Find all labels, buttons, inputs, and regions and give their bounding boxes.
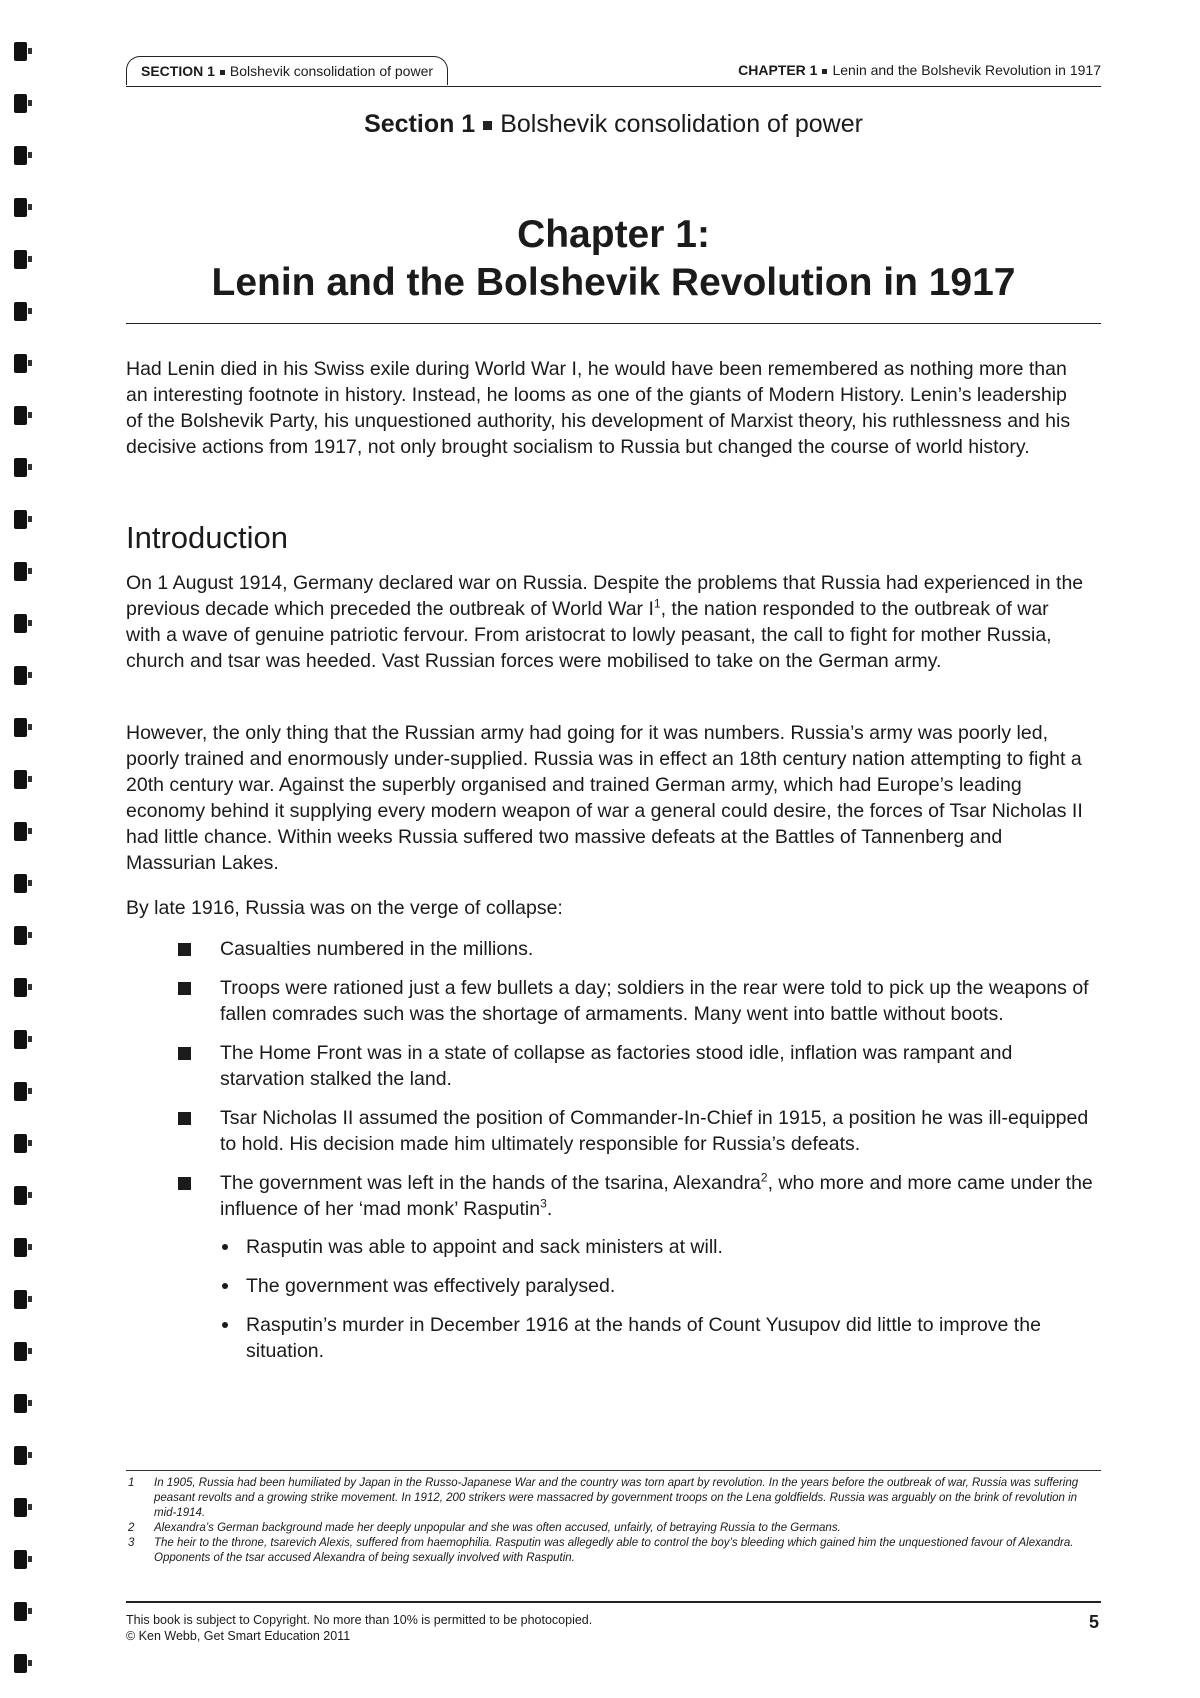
intro-paragraph: Had Lenin died in his Swiss exile during World War I, he would have been remembered as nothing more than an interesting footnote in history. Instead, he looms as one of the giants of Modern History. Lenin’s leadership of the Bolshevik Party, his unquestioned authority, his development of Marxist theory, his ruthlessness and his decisive actions from 1917, not only brought socialism to Russia but changed the course of world history. — [126, 358, 1071, 458]
footnote-text: In 1905, Russia had been humiliated by Japan in the Russo-Japanese War and the country was torn apart by revolution. In the years before the outbreak of war, Russia was suffering peasant revolts and a growing strike movement. In 1912, 200 strikers were massacred by government troops on the Lena goldfields. Russia was arguably on the brink of revolution in mid-1914. — [154, 1477, 1079, 1519]
binding-holes — [14, 30, 36, 1680]
bullet-text: Casualties numbered in the millions. — [220, 938, 534, 960]
footnote — [126, 1476, 1101, 1521]
introduction-paragraph-2: However, the only thing that the Russian army had going for it was numbers. Russia’s army was poorly led, poorly trained and enormously under-supplied. Russia was in effect an 18th century nation attempting to fight a 20th century war. Against the superbly organised and trained German army, which had Europe’s leading economy behind it supplying every modern weapon of war a general could desire, the forces of Tsar Nicholas II had little chance. Within weeks Russia suffered two massive defeats at the Battles of Tannenberg and Massurian Lakes. — [126, 722, 1083, 874]
introduction-paragraph-3: By late 1916, Russia was on the verge of collapse: — [126, 897, 563, 919]
square-bullet-icon — [822, 69, 827, 74]
list-item — [178, 1105, 1098, 1157]
bullet-text-a: The government was left in the hands of the tsarina, Alexandra — [220, 1172, 761, 1194]
introduction-heading: Introduction — [126, 520, 288, 555]
chapter-title — [126, 212, 1101, 308]
bullet-text-c: . — [546, 1198, 553, 1220]
copyright-line-2: © Ken Webb, Get Smart Education 2011 — [126, 1629, 351, 1643]
footnote-ref-1[interactable]: 1 — [653, 596, 661, 611]
header-section-text: Bolshevik consolidation of power — [229, 63, 434, 79]
chapter-title-line1: Chapter 1: — [517, 213, 710, 256]
section-label: Section 1 — [364, 110, 476, 138]
dot-bullet-icon — [222, 1322, 228, 1328]
footnote-number: 2 — [128, 1522, 135, 1534]
title-divider — [126, 323, 1101, 324]
sub-list-item — [220, 1273, 1098, 1299]
square-bullet-icon — [178, 943, 191, 956]
introduction-paragraph-1 — [126, 570, 1086, 674]
sub-bullet-list — [220, 1234, 1098, 1364]
section-heading — [126, 110, 1101, 139]
footnote-text: The heir to the throne, tsarevich Alexis, suffered from haemophilia. Rasputin was allegedly able to control the boy’s bleeding which gained him the unquestioned favour of Alexandra. Opponents of the tsar accused Alexandra of being sexually involved with Rasputin. — [154, 1537, 1074, 1564]
page-number: 5 — [1088, 1612, 1099, 1632]
square-bullet-icon — [178, 1047, 191, 1060]
footnote-text: Alexandra’s German background made her deeply unpopular and she was often accused, unfairly, of betraying Russia to the Germans. — [154, 1522, 841, 1534]
header-section-label: SECTION 1 — [141, 63, 215, 79]
footnote-number: 1 — [128, 1477, 135, 1489]
dot-bullet-icon — [222, 1244, 228, 1250]
footnote — [126, 1536, 1101, 1566]
footnote-divider — [126, 1470, 1101, 1471]
sub-bullet-text: Rasputin’s murder in December 1916 at the hands of Count Yusupov did little to improve the situation. — [246, 1314, 1041, 1362]
square-bullet-icon — [220, 70, 225, 75]
section-text: Bolshevik consolidation of power — [500, 110, 863, 138]
chapter-title-line2: Lenin and the Bolshevik Revolution in 1917 — [211, 261, 1016, 304]
sub-list-item — [220, 1312, 1098, 1364]
square-bullet-icon — [178, 1177, 191, 1190]
footnote-number: 3 — [128, 1537, 135, 1549]
list-item — [178, 1040, 1098, 1092]
header-chapter — [738, 62, 1101, 78]
footnote — [126, 1521, 1101, 1536]
running-header — [126, 52, 1101, 87]
header-section-tab — [126, 56, 448, 85]
list-item — [178, 936, 1098, 962]
header-chapter-label: CHAPTER 1 — [738, 62, 818, 78]
p1-text-b: , the nation responded to the outbreak of war with a wave of genuine patriotic fervour. From aristocrat to lowly peasant, the call to fight for mother Russia, church and tsar was heeded. Vast Russian forces were mobilised to take on the German army. — [126, 598, 1052, 672]
footnote-ref-3[interactable]: 3 — [540, 1196, 547, 1211]
footnote-ref-2[interactable]: 2 — [760, 1170, 768, 1185]
square-bullet-icon — [178, 1112, 191, 1125]
copyright-notice — [126, 1612, 592, 1644]
square-bullet-icon — [483, 121, 492, 130]
bullet-text-b: , who more and more came under the influence of her ‘mad monk’ Rasputin — [220, 1172, 1093, 1220]
dot-bullet-icon — [222, 1283, 228, 1289]
footer-divider — [126, 1601, 1101, 1603]
sub-bullet-text: The government was effectively paralysed. — [246, 1275, 616, 1297]
list-item — [178, 975, 1098, 1027]
sub-bullet-text: Rasputin was able to appoint and sack ministers at will. — [246, 1236, 723, 1258]
list-item — [178, 1170, 1098, 1364]
collapse-bullet-list — [178, 936, 1098, 1377]
bullet-text: Troops were rationed just a few bullets a day; soldiers in the rear were told to pick up the weapons of fallen comrades such was the shortage of armaments. Many went into battle without boots. — [220, 977, 1089, 1025]
footnotes — [126, 1476, 1101, 1566]
square-bullet-icon — [178, 982, 191, 995]
bullet-text: Tsar Nicholas II assumed the position of Commander-In-Chief in 1915, a position he was ill-equipped to hold. His decision made him ultimately responsible for Russia’s defeats. — [220, 1107, 1089, 1155]
copyright-line-1: This book is subject to Copyright. No more than 10% is permitted to be photocopied. — [126, 1613, 593, 1627]
header-chapter-text: Lenin and the Bolshevik Revolution in 1917 — [832, 62, 1101, 78]
p1-text-a: On 1 August 1914, Germany declared war on Russia. Despite the problems that Russia had experienced in the previous decade which preceded the outbreak of World War I — [126, 572, 1084, 620]
bullet-text: The Home Front was in a state of collapse as factories stood idle, inflation was rampant and starvation stalked the land. — [220, 1042, 1013, 1090]
sub-list-item — [220, 1234, 1098, 1260]
